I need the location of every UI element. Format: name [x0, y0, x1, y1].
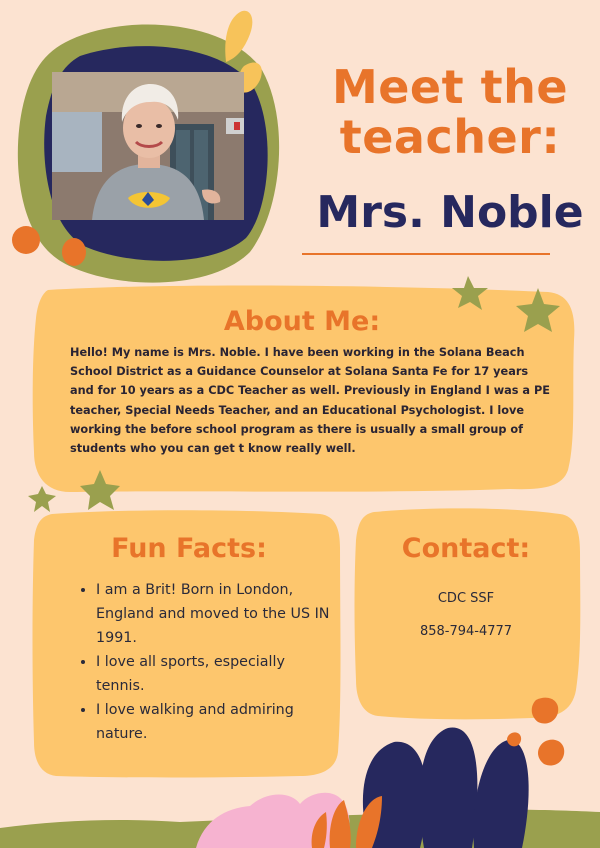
title-divider [302, 253, 550, 255]
star-shape [28, 486, 56, 512]
contact-location: CDC SSF [437, 591, 495, 606]
about-text: Hello! My name is Mrs. Noble. I have been working in the Solana Beach School District as a Guidance Counselor at Solana Santa Fe for 17 years and for 10 years as a CDC Teacher as well. Previously in England I was a PE teacher, Special Needs Teacher, and an Educational Psychologist. I love working the before school program as there is usually a small group of students who you can get t know really well. [70, 346, 550, 456]
about-heading: About Me: [223, 306, 381, 337]
navy-leaf-shape [419, 727, 477, 848]
page-title [300, 62, 600, 162]
orange-dot-shape [62, 238, 86, 266]
fun-facts-heading: Fun Facts: [111, 533, 267, 564]
title-line-2: teacher: [339, 110, 561, 164]
orange-blob-shape [538, 740, 564, 766]
title-line-1: Meet the [331, 60, 569, 114]
list-item: • I love all sports, especially tennis. [96, 650, 336, 698]
list-item: • I love walking and admiring nature. [96, 698, 336, 746]
fun-facts-list [78, 578, 336, 746]
orange-blob-shape [532, 698, 558, 724]
teacher-name: Mrs. Noble [316, 187, 584, 238]
navy-leaf-shape [473, 740, 528, 848]
contact-heading: Contact: [401, 533, 531, 564]
teacher-photo [52, 72, 244, 220]
orange-dot-shape [12, 226, 40, 254]
contact-phone: 858-794-4777 [419, 624, 513, 639]
list-item: • I am a Brit! Born in London, England and moved to the US IN 1991. [96, 578, 336, 650]
